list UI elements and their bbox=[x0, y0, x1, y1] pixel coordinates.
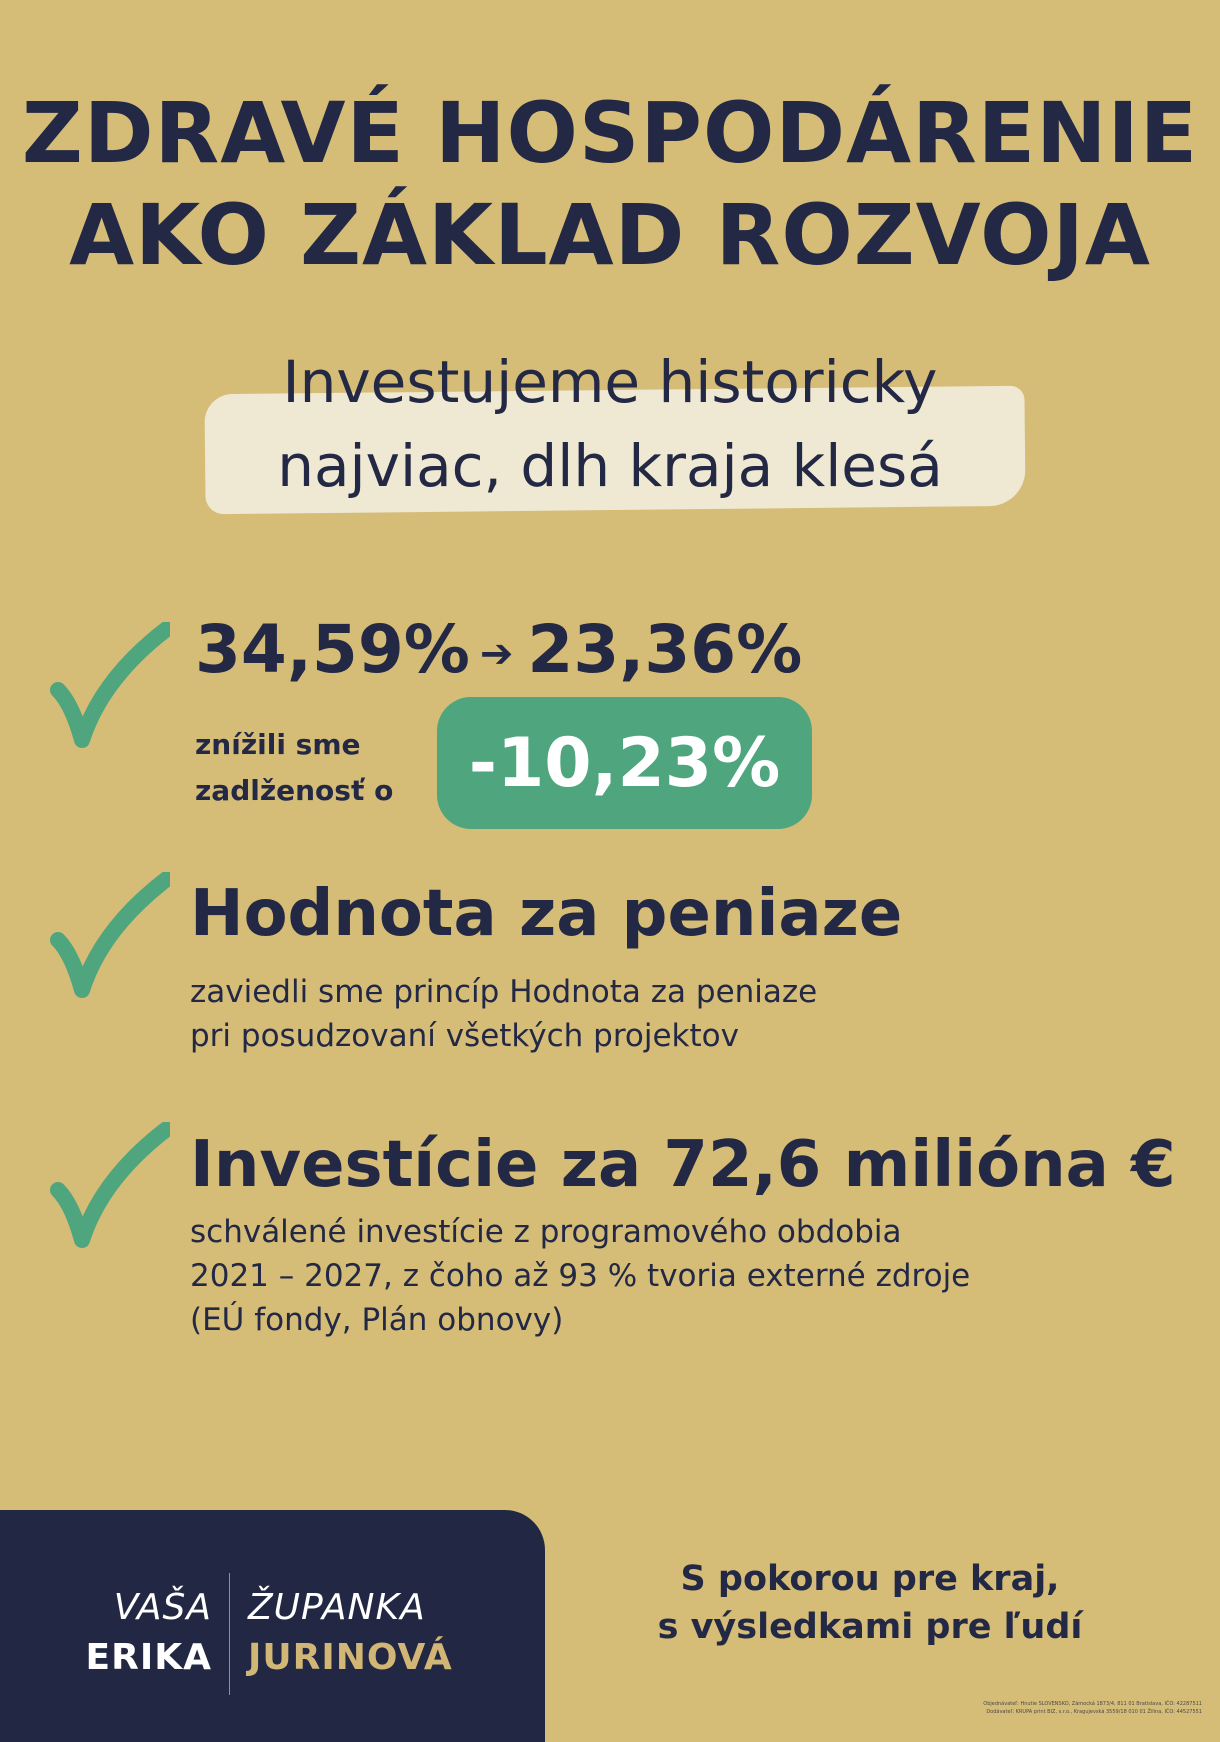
debt-label-line-2: zadlženosť o bbox=[195, 774, 394, 807]
headline-line-1: ZDRAVÉ HOSPODÁRENIE bbox=[21, 84, 1199, 182]
imprint-line-2: Dodávateľ: KRUPA print BIZ, s.r.o., Kragujevská 3559/18 010 01 Žilina, IČO: 44527551 bbox=[986, 1709, 1202, 1715]
slogan-line-1: S pokorou pre kraj, bbox=[680, 1559, 1060, 1599]
logo-divider bbox=[229, 1573, 230, 1695]
logo-vasa: VAŠA bbox=[113, 1587, 212, 1628]
debt-change-badge: -10,23% bbox=[437, 697, 812, 829]
arrow-right-icon: ➔ bbox=[479, 630, 514, 677]
debt-label bbox=[195, 722, 393, 814]
investments-title: Investície za 72,6 milióna € bbox=[190, 1128, 1176, 1202]
imprint-line-1: Objednávateľ: Hnutie SLOVENSKO, Zámocká 1873/4, 811 01 Bratislava, IČO: 42287511 bbox=[983, 1701, 1202, 1707]
headline bbox=[0, 82, 1220, 286]
value-for-money-desc-line-1: zaviedli sme princíp Hodnota za peniaze bbox=[190, 974, 818, 1010]
logo-jurinova: JURINOVÁ bbox=[248, 1637, 453, 1678]
debt-to-value: 23,36% bbox=[527, 611, 803, 688]
investments-desc-line-1: schválené investície z programového obdobia bbox=[190, 1214, 902, 1250]
debt-from-value: 34,59% bbox=[195, 611, 470, 688]
subheadline-line-2: najviac, dlh kraja klesá bbox=[277, 432, 943, 500]
check-icon bbox=[50, 622, 170, 752]
value-for-money-title: Hodnota za peniaze bbox=[190, 877, 903, 951]
investments-desc bbox=[190, 1210, 970, 1342]
logo-zupanka: ŽUPANKA bbox=[248, 1587, 426, 1628]
slogan-line-2: s výsledkami pre ľudí bbox=[657, 1607, 1083, 1647]
subheadline bbox=[0, 340, 1220, 508]
check-icon bbox=[50, 1122, 170, 1252]
investments-desc-line-2: 2021 – 2027, z čoho až 93 % tvoria externé zdroje bbox=[190, 1258, 971, 1294]
value-for-money-desc-line-2: pri posudzovaní všetkých projektov bbox=[190, 1018, 739, 1054]
logo-right bbox=[248, 1583, 453, 1683]
headline-line-2: AKO ZÁKLAD ROZVOJA bbox=[69, 186, 1151, 284]
logo-left bbox=[62, 1583, 212, 1683]
slogan bbox=[640, 1555, 1100, 1651]
debt-ratio bbox=[195, 608, 802, 696]
imprint bbox=[942, 1700, 1202, 1716]
logo-erika: ERIKA bbox=[85, 1637, 212, 1678]
debt-label-line-1: znížili sme bbox=[195, 728, 361, 761]
subheadline-line-1: Investujeme historicky bbox=[282, 348, 938, 416]
value-for-money-desc bbox=[190, 970, 817, 1058]
check-icon bbox=[50, 872, 170, 1002]
investments-desc-line-3: (EÚ fondy, Plán obnovy) bbox=[190, 1302, 564, 1338]
